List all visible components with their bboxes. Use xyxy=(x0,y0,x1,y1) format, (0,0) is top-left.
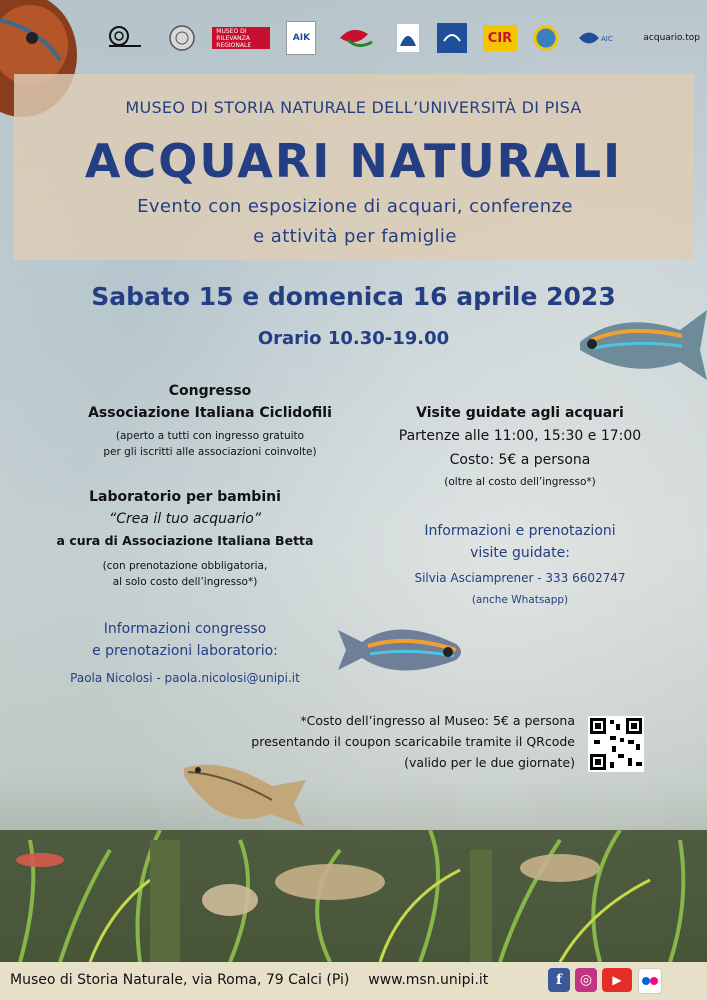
info-right-contact: Silvia Asciamprener - 333 6602747 xyxy=(414,571,626,585)
event-subtitle xyxy=(120,192,590,252)
club-logo xyxy=(437,23,467,53)
footer-address-line xyxy=(10,972,488,988)
tours-cost: Costo: 5€ a persona xyxy=(449,452,591,468)
congress-title: Congresso xyxy=(168,383,252,399)
tours-note: (oltre al costo dell’ingresso*) xyxy=(444,476,596,488)
event-hours: Orario 10.30-19.00 xyxy=(257,328,450,349)
partner-logos xyxy=(100,16,700,60)
acquario-top-logo: acquario.top xyxy=(643,33,700,43)
footer xyxy=(0,962,707,1000)
congress-note-1: (aperto a tutti con ingresso gratuito xyxy=(115,430,305,442)
associazione-betta-logo xyxy=(333,22,379,54)
ciclidofili-logo xyxy=(575,22,627,54)
footer-address: Museo di Storia Naturale, via Roma, 79 Calci (Pi) xyxy=(10,972,350,988)
ticket-note-line-1: *Costo dell’ingresso al Museo: 5€ a persona xyxy=(300,713,575,728)
tours-title: Visite guidate agli acquari xyxy=(416,405,624,421)
info-left-block xyxy=(15,618,355,688)
event-title: ACQUARI NATURALI xyxy=(84,134,623,188)
museum-snail-logo xyxy=(100,22,152,54)
lab-note-2: al solo costo dell’ingresso*) xyxy=(112,576,258,588)
congress-association: Associazione Italiana Ciclidofili xyxy=(88,405,332,421)
info-right-title-1: Informazioni e prenotazioni xyxy=(424,523,616,539)
university-seal-logo xyxy=(168,22,196,54)
ticket-note-line-3: (valido per le due giornate) xyxy=(404,755,575,770)
cir-logo: CIR xyxy=(483,25,517,51)
youtube-icon[interactable]: ▶ xyxy=(602,968,632,992)
footer-website-link[interactable]: www.msn.unipi.it xyxy=(368,972,489,988)
subtitle-line-1: Evento con esposizione di acquari, conferenze xyxy=(137,196,573,217)
facebook-icon[interactable]: f xyxy=(548,968,570,992)
flickr-dots xyxy=(641,976,659,986)
instagram-icon[interactable]: ◎ xyxy=(575,968,597,992)
info-right-title-2: visite guidate: xyxy=(470,545,570,561)
info-left-contact: Paola Nicolosi - paola.nicolosi@unipi.it xyxy=(70,671,300,685)
info-left-title-2: e prenotazioni laboratorio: xyxy=(92,643,278,659)
lab-name: “Crea il tuo acquario” xyxy=(108,511,262,527)
tetra-fish-center-image xyxy=(338,608,473,692)
coupon-qr-code[interactable] xyxy=(588,716,644,772)
circle-logo xyxy=(533,22,559,54)
lab-organizer: a cura di Associazione Italiana Betta xyxy=(56,533,314,548)
ticket-note-line-2: presentando il coupon scaricabile tramite il QRcode xyxy=(251,734,575,749)
lab-block xyxy=(15,486,355,590)
pesci-logo xyxy=(395,22,421,54)
congress-note-2: per gli iscritti alle associazioni coinvolte) xyxy=(103,446,317,458)
tetra-fish-image xyxy=(570,300,707,400)
lab-title: Laboratorio per bambini xyxy=(89,489,281,505)
tours-times: Partenze alle 11:00, 15:30 e 17:00 xyxy=(398,428,642,444)
flickr-icon[interactable] xyxy=(638,968,662,994)
info-right-note: (anche Whatsapp) xyxy=(471,594,569,606)
regione-toscana-logo: MUSEO DI RILEVANZA REGIONALE xyxy=(212,27,270,49)
info-left-title-1: Informazioni congresso xyxy=(103,621,267,637)
museum-name: MUSEO DI STORIA NATURALE DELL’UNIVERSITÀ DI PISA xyxy=(125,98,582,117)
tours-block xyxy=(350,402,690,490)
info-right-block xyxy=(350,520,690,608)
aquarium-scene-image xyxy=(0,800,707,962)
gourami-fish-image xyxy=(182,756,307,838)
lab-note-1: (con prenotazione obbligatoria, xyxy=(102,560,268,572)
aik-logo: AIK xyxy=(286,21,316,55)
event-date: Sabato 15 e domenica 16 aprile 2023 xyxy=(91,282,616,311)
congress-block xyxy=(40,380,380,460)
svg-text:AIC: AIC xyxy=(601,35,614,43)
subtitle-line-2: e attività per famiglie xyxy=(253,226,457,247)
